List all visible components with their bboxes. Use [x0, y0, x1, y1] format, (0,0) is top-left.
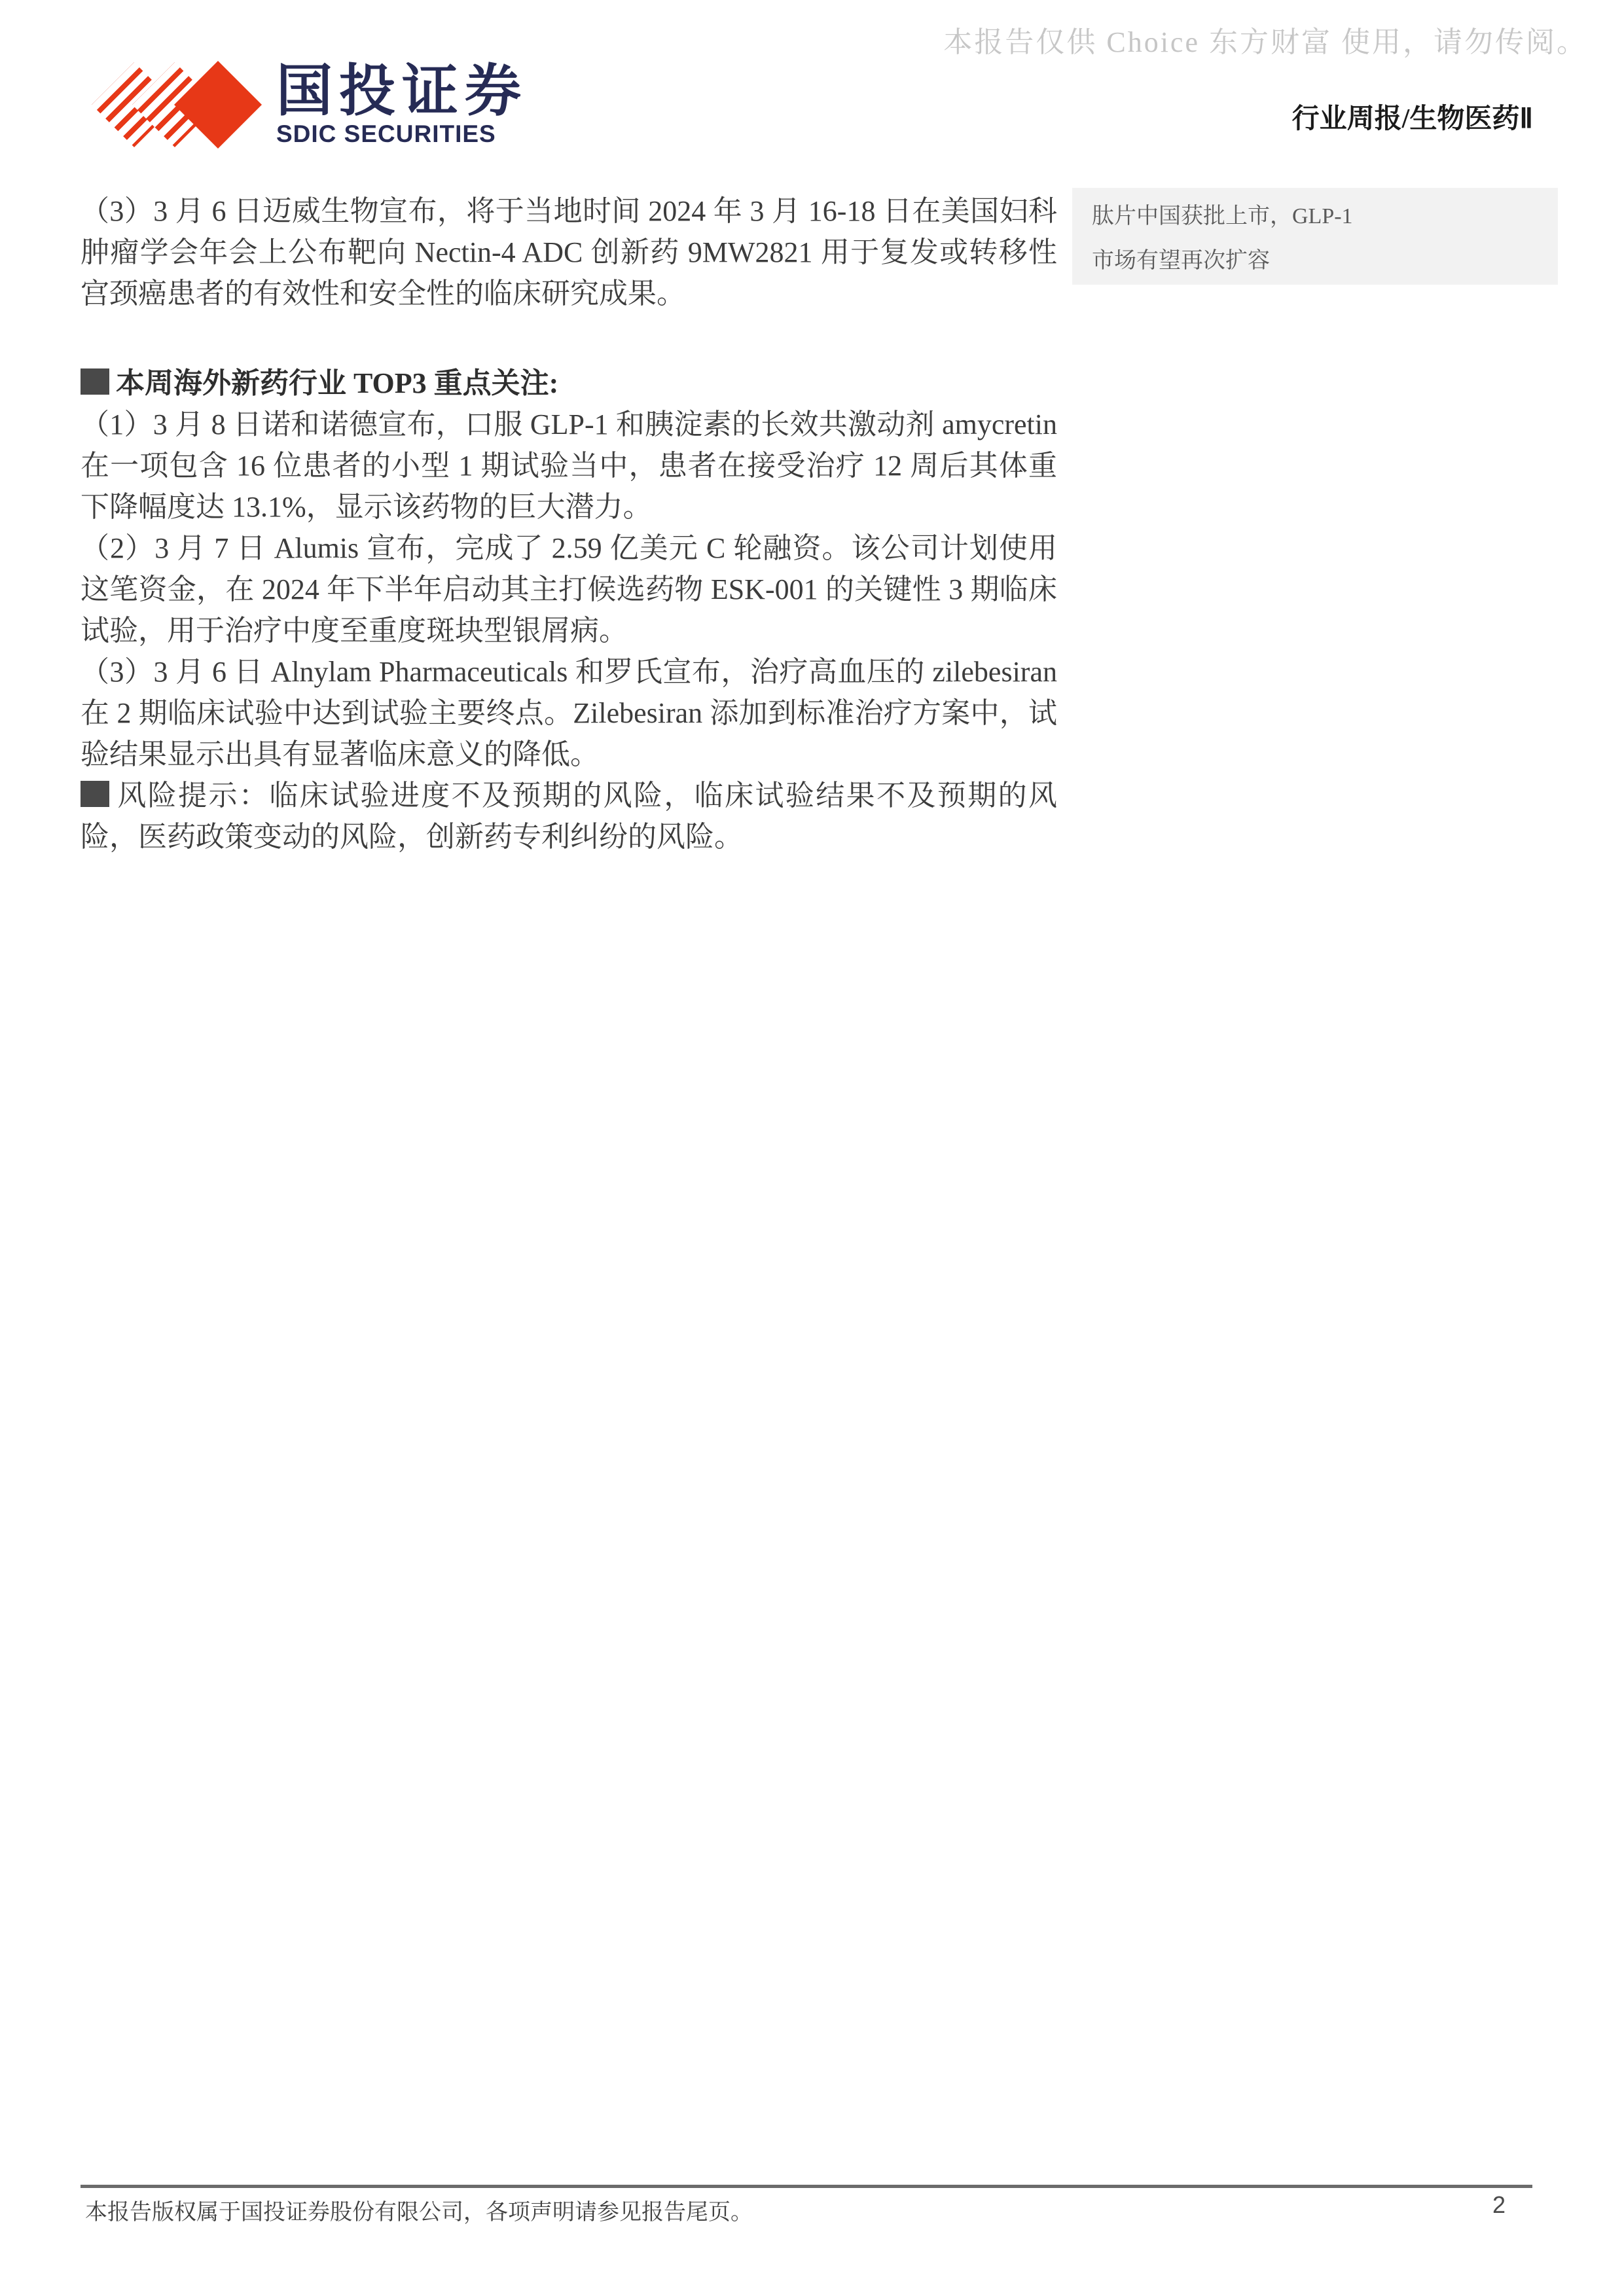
sdic-logo	[92, 62, 528, 149]
page-number: 2	[1492, 2191, 1506, 2218]
risk-text: 临床试验进度不及预期的风险，临床试验结果不及预期的风险，医药政策变动的风险，创新药专利纠纷的风险。	[81, 780, 1058, 853]
section-heading-text: 本周海外新药行业 TOP3 重点关注:	[116, 367, 559, 399]
risk-paragraph	[81, 775, 1057, 857]
news-item: （3）3 月 6 日 Alnylam Pharmaceuticals 和罗氏宣布，治疗高血压的 zilebesiran 在 2 期临床试验中达到试验主要终点。Zilebesiran 添加到标准治疗方案中，试验结果显示出具有显著临床意义的降低。	[81, 656, 1057, 770]
body-content	[81, 190, 1057, 857]
risk-label: 风险提示：	[116, 780, 270, 812]
logo-text	[276, 62, 528, 149]
confidentiality-watermark: 本报告仅供 Choice 东方财富 使用，请勿传阅。	[943, 26, 1587, 58]
sidebar-note-line: 市场有望再次扩容	[1092, 249, 1270, 273]
risk-bullet-icon	[81, 781, 109, 807]
section-heading	[81, 363, 1057, 404]
solid-diamond-icon	[174, 61, 262, 149]
footer-divider	[81, 2185, 1532, 2188]
news-item: （2）3 月 7 日 Alumis 宣布，完成了 2.59 亿美元 C 轮融资。该公司计划使用这笔资金，在 2024 年下半年启动其主打候选药物 ESK-001 的关键性 3 期临床试验，用于治疗中度至重度斑块型银屑病。	[81, 532, 1057, 647]
report-type-label: 行业周报/生物医药Ⅱ	[1291, 104, 1533, 134]
sdic-logo-mark-icon	[92, 62, 263, 149]
logo-name-cn: 国投证券	[276, 60, 528, 122]
section-bullet-icon	[81, 368, 109, 395]
intro-paragraph: （3）3 月 6 日迈威生物宣布，将于当地时间 2024 年 3 月 16-18 日在美国妇科肿瘤学会年会上公布靶向 Nectin-4 ADC 创新药 9MW2821 用于复发或转移性宫颈癌患者的有效性和安全性的临床研究成果。	[81, 195, 1057, 310]
news-item: （1）3 月 8 日诺和诺德宣布，口服 GLP-1 和胰淀素的长效共激动剂 amycretin 在一项包含 16 位患者的小型 1 期试验当中，患者在接受治疗 12 周后其体重下降幅度达 13.1%，显示该药物的巨大潜力。	[81, 408, 1057, 523]
sidebar-note	[1072, 188, 1558, 285]
footer-copyright: 本报告版权属于国投证券股份有限公司，各项声明请参见报告尾页。	[85, 2200, 753, 2225]
sidebar-note-line: 肽片中国获批上市，GLP-1	[1092, 204, 1353, 228]
logo-name-en: SDIC SECURITIES	[276, 120, 496, 147]
